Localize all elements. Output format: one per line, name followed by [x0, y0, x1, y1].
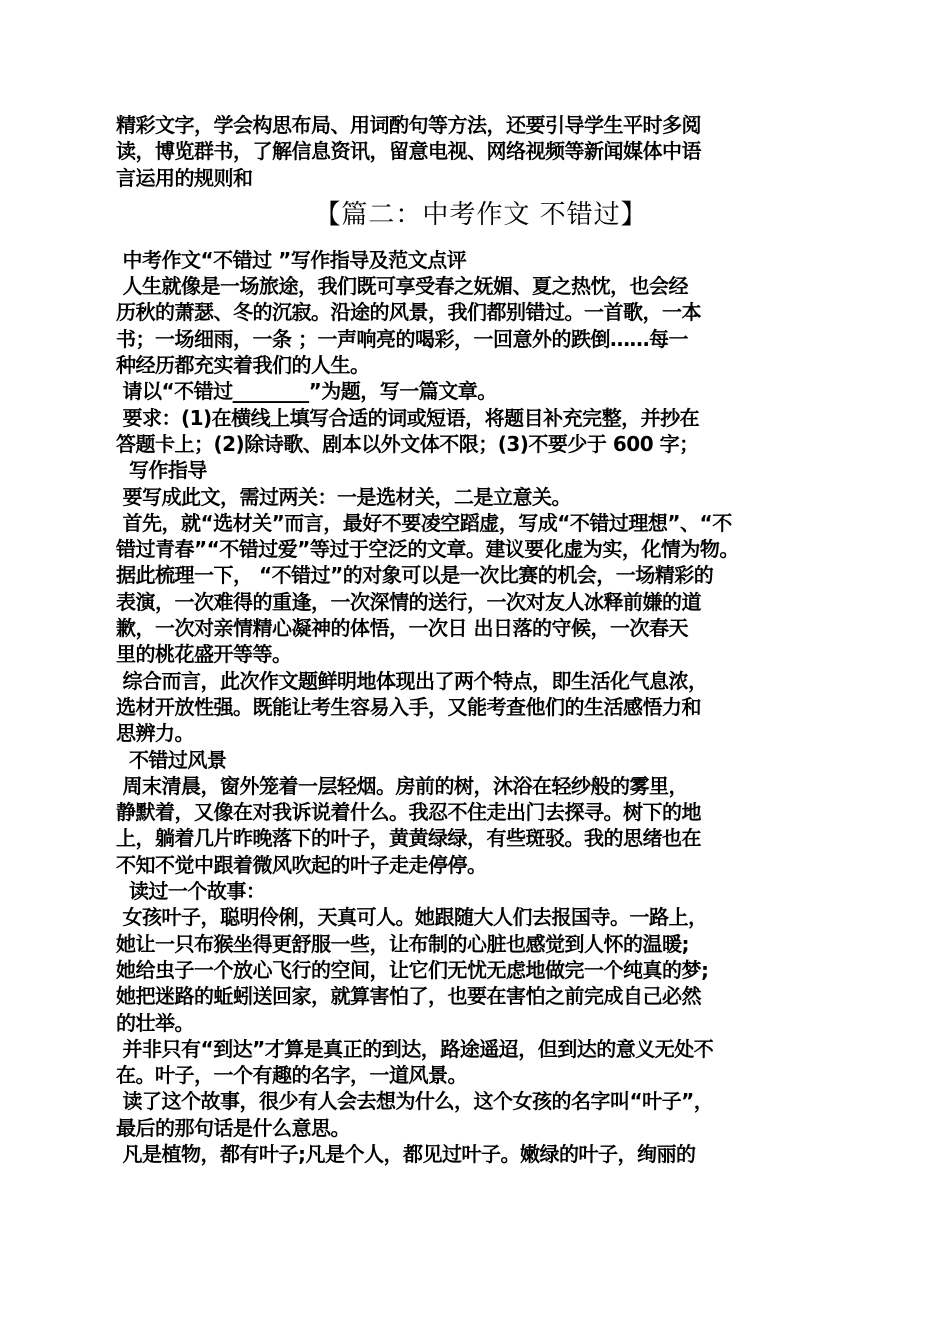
- text-line: 首先，就“选材关”而言，最好不要凌空蹈虚，写成“不错过理想”、“不: [116, 510, 732, 535]
- text-line: 的壮举。: [116, 1010, 194, 1035]
- article-title: 中考作文“不错过 ”写作指导及范文点评: [116, 247, 467, 272]
- text-line: 凡是植物，都有叶子;凡是个人，都见过叶子。嫩绿的叶子，绚丽的: [116, 1141, 696, 1166]
- text-line: 错过青春”“不错过爱”等过于空泛的文章。建议要化虚为实，化情为物。: [116, 537, 739, 562]
- text-line: 歉，一次对亲情精心凝神的体悟，一次日 出日落的守候，一次春天: [116, 616, 688, 641]
- text-line: 她给虫子一个放心飞行的空间，让它们无忧无虑地做完一个纯真的梦;: [116, 957, 709, 982]
- text-line: 书；一场细雨，一条 ；一声响亮的喝彩，一回意外的跌倒……每一: [116, 326, 688, 351]
- subheading: 读过一个故事：: [116, 879, 266, 904]
- text-line: 答题卡上；(2)除诗歌、剧本以外文体不限；(3)不要少于 600 字；: [116, 431, 699, 456]
- subheading: 不错过风景: [116, 747, 227, 772]
- text-line: 请以“不错过________”为题，写一篇文章。: [116, 379, 497, 404]
- document-page: [116, 112, 846, 1167]
- text-line: 据此梳理一下， “不错过”的对象可以是一次比赛的机会，一场精彩的: [116, 563, 714, 588]
- text-line: 表演，一次难得的重逢，一次深情的送行，一次对友人冰释前嫌的道: [116, 589, 701, 614]
- text-line: 她把迷路的蚯蚓送回家，就算害怕了，也要在害怕之前完成自己必然: [116, 984, 701, 1009]
- text-line: 静默着，又像在对我诉说着什么。我忍不住走出门去探寻。树下的地: [116, 800, 701, 825]
- text-line: 精彩文字，学会构思布局、用词酌句等方法，还要引导学生平时多阅: [116, 113, 701, 137]
- text-line: 种经历都充实着我们的人生。: [116, 353, 370, 378]
- text-line: 里的桃花盛开等等。: [116, 642, 292, 667]
- text-line: 言运用的规则和: [116, 165, 253, 190]
- text-line: 最后的那句话是什么意思。: [116, 1115, 350, 1140]
- text-line: 历秋的萧瑟、冬的沉寂。沿途的风景，我们都别错过。一首歌，一本: [116, 300, 701, 325]
- text-line: 选材开放性强。既能让考生容易入手，又能考查他们的生活感悟力和: [116, 694, 701, 719]
- text-line: 并非只有“到达”才算是真正的到达，路途遥迢，但到达的意义无处不: [116, 1036, 714, 1061]
- section-heading: 【篇二：中考作文 不错过】: [314, 199, 648, 230]
- intro-paragraph: [116, 112, 846, 191]
- text-line: 她让一只布猴坐得更舒服一些，让布制的心脏也感觉到人怀的温暖;: [116, 931, 689, 956]
- text-line: 读了这个故事，很少有人会去想为什么，这个女孩的名字叫“叶子”，: [116, 1089, 714, 1114]
- text-line: 要求：(1)在横线上填写合适的词或短语，将题目补充完整，并抄在: [116, 405, 700, 430]
- text-line: 上，躺着几片昨晚落下的叶子，黄黄绿绿，有些斑驳。我的思绪也在: [116, 826, 701, 851]
- text-line: 综合而言，此次作文题鲜明地体现出了两个特点，即生活化气息浓，: [116, 668, 708, 693]
- text-line: 人生就像是一场旅途，我们既可享受春之妩媚、夏之热忱，也会经: [116, 274, 688, 299]
- text-line: 不知不觉中跟着微风吹起的叶子走走停停。: [116, 852, 487, 877]
- text-line: 要写成此文，需过两关：一是选材关，二是立意关。: [116, 484, 571, 509]
- text-line: 思辨力。: [116, 721, 194, 746]
- text-line: 在。叶子，一个有趣的名字，一道风景。: [116, 1063, 467, 1088]
- text-line: 女孩叶子，聪明伶俐，天真可人。她跟随大人们去报国寺。一路上，: [116, 905, 708, 930]
- text-line: 读，博览群书，了解信息资讯，留意电视、网络视频等新闻媒体中语: [116, 139, 701, 164]
- text-line: 周末清晨，窗外笼着一层轻烟。房前的树，沐浴在轻纱般的雾里，: [116, 773, 688, 798]
- body-text: [116, 247, 846, 1167]
- subheading: 写作指导: [116, 458, 207, 483]
